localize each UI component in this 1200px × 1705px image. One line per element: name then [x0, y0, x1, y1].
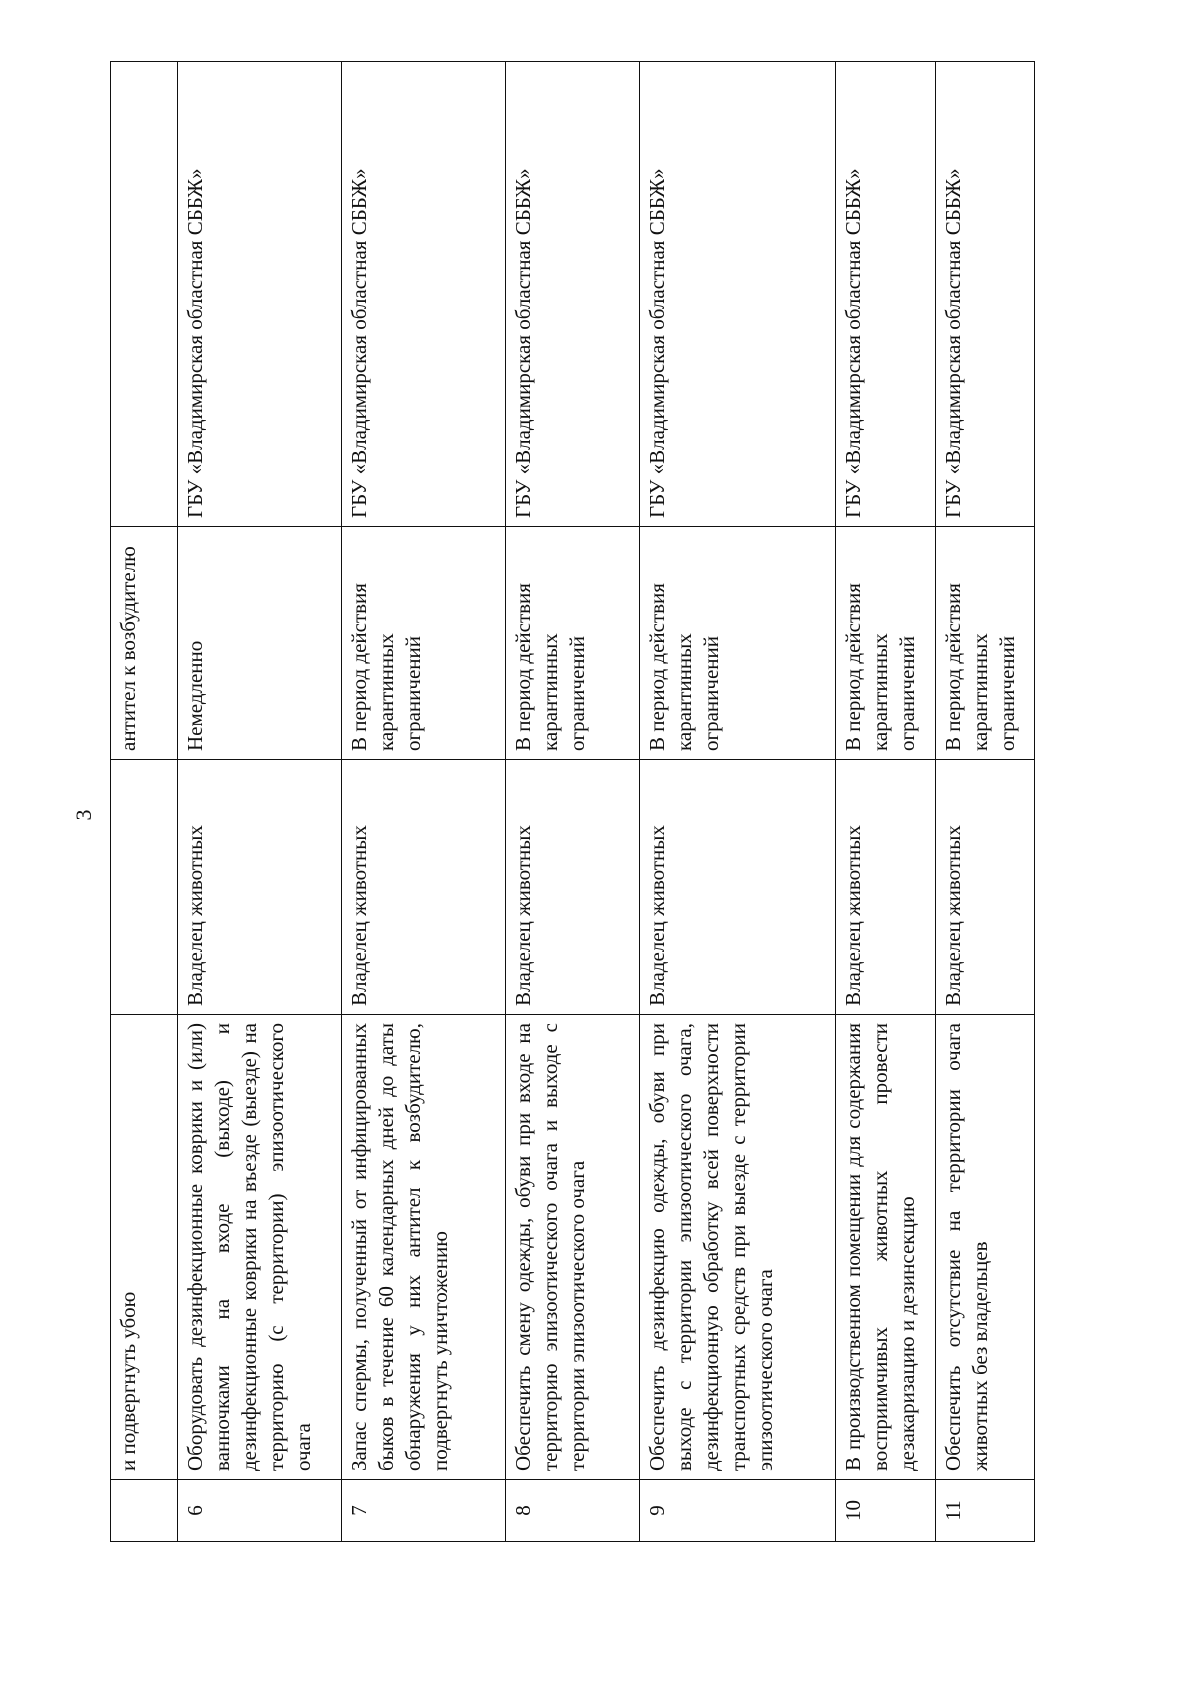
cell-term: Немедленно	[177, 527, 341, 760]
cell-responsible: Владелец животных	[177, 760, 341, 1015]
table-row	[177, 62, 341, 1542]
table-row	[341, 62, 505, 1542]
cell-executor: ГБУ «Владимирская областная СББЖ»	[177, 62, 341, 527]
cell-responsible	[111, 760, 178, 1015]
cell-action: Запас спермы, полученный от инфицированных быков в течение 60 календарных дней до даты обнаружения у них антител к возбудителю, подвергнуть уничтожению	[341, 1015, 505, 1480]
cell-action: Оборудовать дезинфекционные коврики и (или) ванночками на входе (выходе) и дезинфекционные коврики на въезде (выезде) на территорию (с территории) эпизоотического очага	[177, 1015, 341, 1480]
cell-num: 11	[935, 1480, 1034, 1542]
cell-term: В период действия карантинных ограничений	[836, 527, 935, 760]
cell-term: В период действия карантинных ограничений	[935, 527, 1034, 760]
cell-action: Обеспечить дезинфекцию одежды, обуви при выходе с территории эпизоотического очага, дезинфекционную обработку всей поверхности транспортных средств при выезде с территории эпизоотического очага	[639, 1015, 835, 1480]
table-row	[506, 62, 640, 1542]
table-row-continuation	[111, 62, 178, 1542]
cell-action: Обеспечить отсутствие на территории очага животных без владельцев	[935, 1015, 1034, 1480]
page-number: 3	[71, 809, 96, 821]
cell-num: 8	[506, 1480, 640, 1542]
cell-executor: ГБУ «Владимирская областная СББЖ»	[935, 62, 1034, 527]
cell-num: 9	[639, 1480, 835, 1542]
cell-responsible: Владелец животных	[639, 760, 835, 1015]
cell-term: антител к возбудителю	[111, 527, 178, 760]
measures-table-container	[110, 62, 1035, 1542]
cell-term: В период действия карантинных ограничений	[341, 527, 505, 760]
cell-responsible: Владелец животных	[935, 760, 1034, 1015]
table-row	[935, 62, 1034, 1542]
cell-action: Обеспечить смену одежды, обуви при входе на территорию эпизоотического очага и выходе с территории эпизоотического очага	[506, 1015, 640, 1480]
cell-term: В период действия карантинных ограничений	[506, 527, 640, 760]
cell-term: В период действия карантинных ограничений	[639, 527, 835, 760]
cell-executor: ГБУ «Владимирская областная СББЖ»	[639, 62, 835, 527]
cell-executor: ГБУ «Владимирская областная СББЖ»	[836, 62, 935, 527]
measures-table	[110, 61, 1035, 1542]
cell-executor	[111, 62, 178, 527]
cell-action: и подвергнуть убою	[111, 1015, 178, 1480]
cell-num: 10	[836, 1480, 935, 1542]
table-row	[639, 62, 835, 1542]
cell-action: В производственном помещении для содержания восприимчивых животных провести дезакаризацию и дезинсекцию	[836, 1015, 935, 1480]
cell-num: 6	[177, 1480, 341, 1542]
cell-responsible: Владелец животных	[341, 760, 505, 1015]
cell-executor: ГБУ «Владимирская областная СББЖ»	[506, 62, 640, 527]
cell-num: 7	[341, 1480, 505, 1542]
measures-table-rotated	[110, 62, 1035, 1542]
cell-responsible: Владелец животных	[836, 760, 935, 1015]
cell-responsible: Владелец животных	[506, 760, 640, 1015]
cell-num	[111, 1480, 178, 1542]
table-row	[836, 62, 935, 1542]
cell-executor: ГБУ «Владимирская областная СББЖ»	[341, 62, 505, 527]
